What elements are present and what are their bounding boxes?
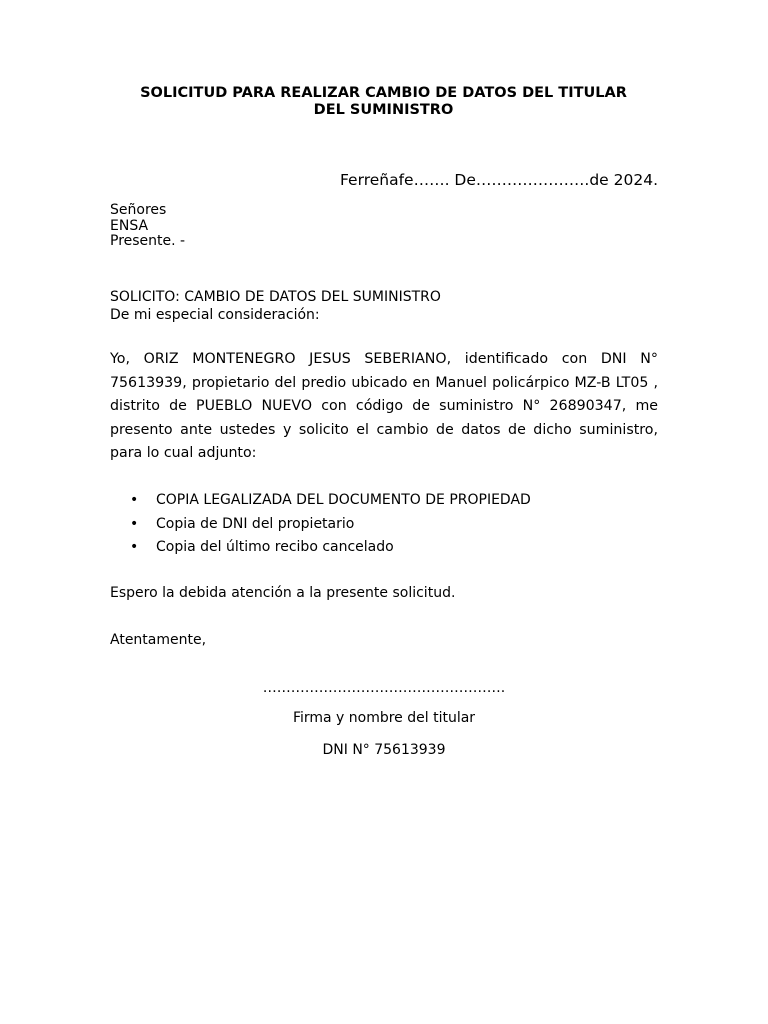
attachments-list [110,489,531,560]
date-line: Ferreñafe……. De………………….de 2024. [339,171,658,189]
addressee-block [110,203,658,250]
addressee-salutation: Señores [110,202,167,218]
attachment-label: Copia del último recibo cancelado [156,539,394,555]
attachment-label: Copia de DNI del propietario [156,515,355,532]
addressee-company: ENSA [110,217,149,234]
regards-line: Atentamente, [110,632,207,648]
title-line-1: SOLICITUD PARA REALIZAR CAMBIO DE DATOS DEL TITULAR [140,85,627,101]
subject-block [110,288,658,324]
title-line-2: DEL SUMINISTRO [313,102,454,118]
bullet-icon: • [130,492,139,508]
signature-dni: DNI N° 75613939 [322,742,446,758]
body-paragraph: Yo, ORIZ MONTENEGRO JESUS SEBERIANO, identificado con DNI N° 75613939, propietario del predio ubicado en Manuel policárpico MZ-B LT05 , distrito de PUEBLO NUEVO con código de suministro N° 26890347, me presento ante ustedes y solicito el cambio de datos de dicho suministro, para lo cual adjunto: [110,351,658,461]
closing-line: Espero la debida atención a la presente solicitud. [110,585,456,601]
bullet-icon: • [130,515,139,532]
list-item [110,536,531,560]
greeting-line: De mi especial consideración: [110,307,320,323]
list-item [110,489,531,513]
bullet-icon: • [130,539,139,555]
signature-label: Firma y nombre del titular [292,710,476,726]
subject-line: SOLICITO: CAMBIO DE DATOS DEL SUMINISTRO [110,289,441,305]
list-item [110,513,531,537]
document-title [110,85,657,119]
signature-dotted-line: ……………………………………………. [262,680,506,696]
attachment-label: COPIA LEGALIZADA DEL DOCUMENTO DE PROPIEDAD [156,492,531,508]
addressee-presente: Presente. - [110,233,186,249]
